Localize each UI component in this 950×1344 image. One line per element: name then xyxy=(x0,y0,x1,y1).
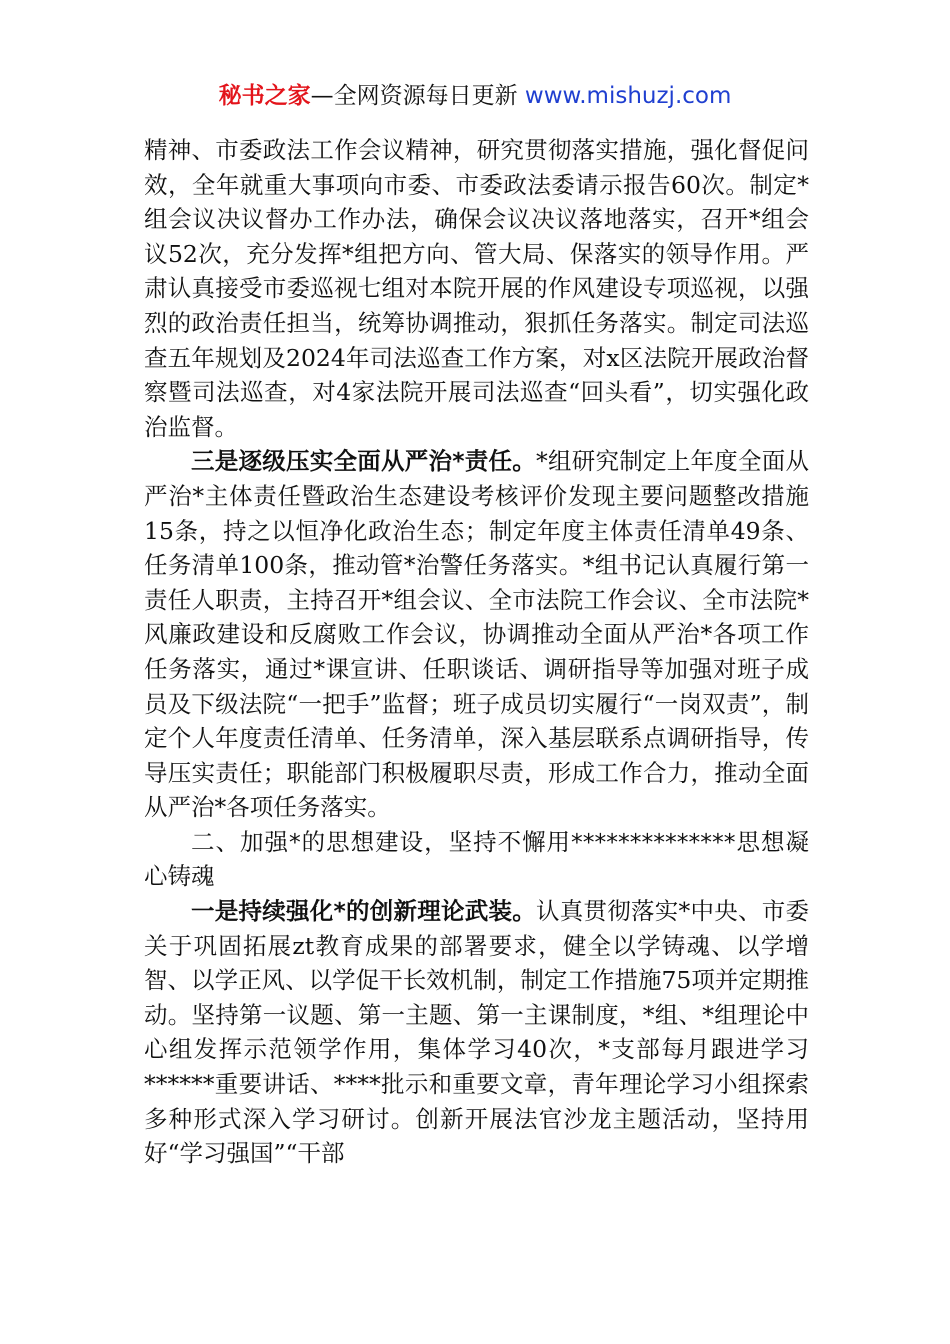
site-link[interactable]: www.mishuzj.com xyxy=(524,83,732,109)
paragraph-text: *组研究制定上年度全面从严治*主体责任暨政治生态建设考核评价发现主要问题整改措施15条，持之以恒净化政治生态；制定年度主体责任清单49条、任务清单100条，推动管*治警任务落实。*组书记认真履行第一责任人职责，主持召开*组会议、全市法院工作会议、全市法院*风廉政建设和反腐败工作会议，协调推动全面从严治*各项工作任务落实，通过*课宣讲、任职谈话、调研指导等加强对班子成员及下级法院“一把手”监督；班子成员切实履行“一岗双责”，制定个人年度责任清单、任务清单，深入基层联系点调研指导，传导压实责任；职能部门积极履职尽责，形成工作合力，推动全面从严治*各项任务落实。 xyxy=(144,447,809,822)
paragraph-first-point xyxy=(144,894,809,1171)
paragraph-text: 认真贯彻落实*中央、市委关于巩固拓展zt教育成果的部署要求，健全以学铸魂、以学增智、以学正风、以学促干长效机制，制定工作措施75项并定期推动。坚持第一议题、第一主题、第一主课制度，*组、*组理论中心组发挥示范领学作用，集体学习40次，*支部每月跟进学习******重要讲话、****批示和重要文章，青年理论学习小组探索多种形式深入学习研讨。创新开展法官沙龙主题活动，坚持用好“学习强国”“干部 xyxy=(144,897,809,1168)
header-tagline: —全网资源每日更新 xyxy=(310,83,525,109)
paragraph-lead: 三是逐级压实全面从严治*责任。 xyxy=(191,447,537,476)
paragraph-continued: 精神、市委政法工作会议精神，研究贯彻落实措施，强化督促问效，全年就重大事项向市委、市委政法委请示报告60次。制定*组会议决议督办工作办法，确保会议决议落地落实，召开*组会议52次，充分发挥*组把方向、管大局、保落实的领导作用。严肃认真接受市委巡视七组对本院开展的作风建设专项巡视，以强烈的政治责任担当，统筹协调推动，狠抓任务落实。制定司法巡查五年规划及2024年司法巡查工作方案，对x区法院开展政治督察暨司法巡查，对4家法院开展司法巡查“回头看”，切实强化政治监督。 xyxy=(144,136,809,441)
document-body xyxy=(144,133,809,1171)
page-header xyxy=(0,80,950,112)
paragraph-lead: 一是持续强化*的创新理论武装。 xyxy=(191,897,537,926)
section-heading: 二、加强*的思想建设，坚持不懈用**************思想凝心铸魂 xyxy=(144,827,809,891)
paragraph-third-point xyxy=(144,444,809,825)
brand-name: 秘书之家 xyxy=(218,83,311,109)
